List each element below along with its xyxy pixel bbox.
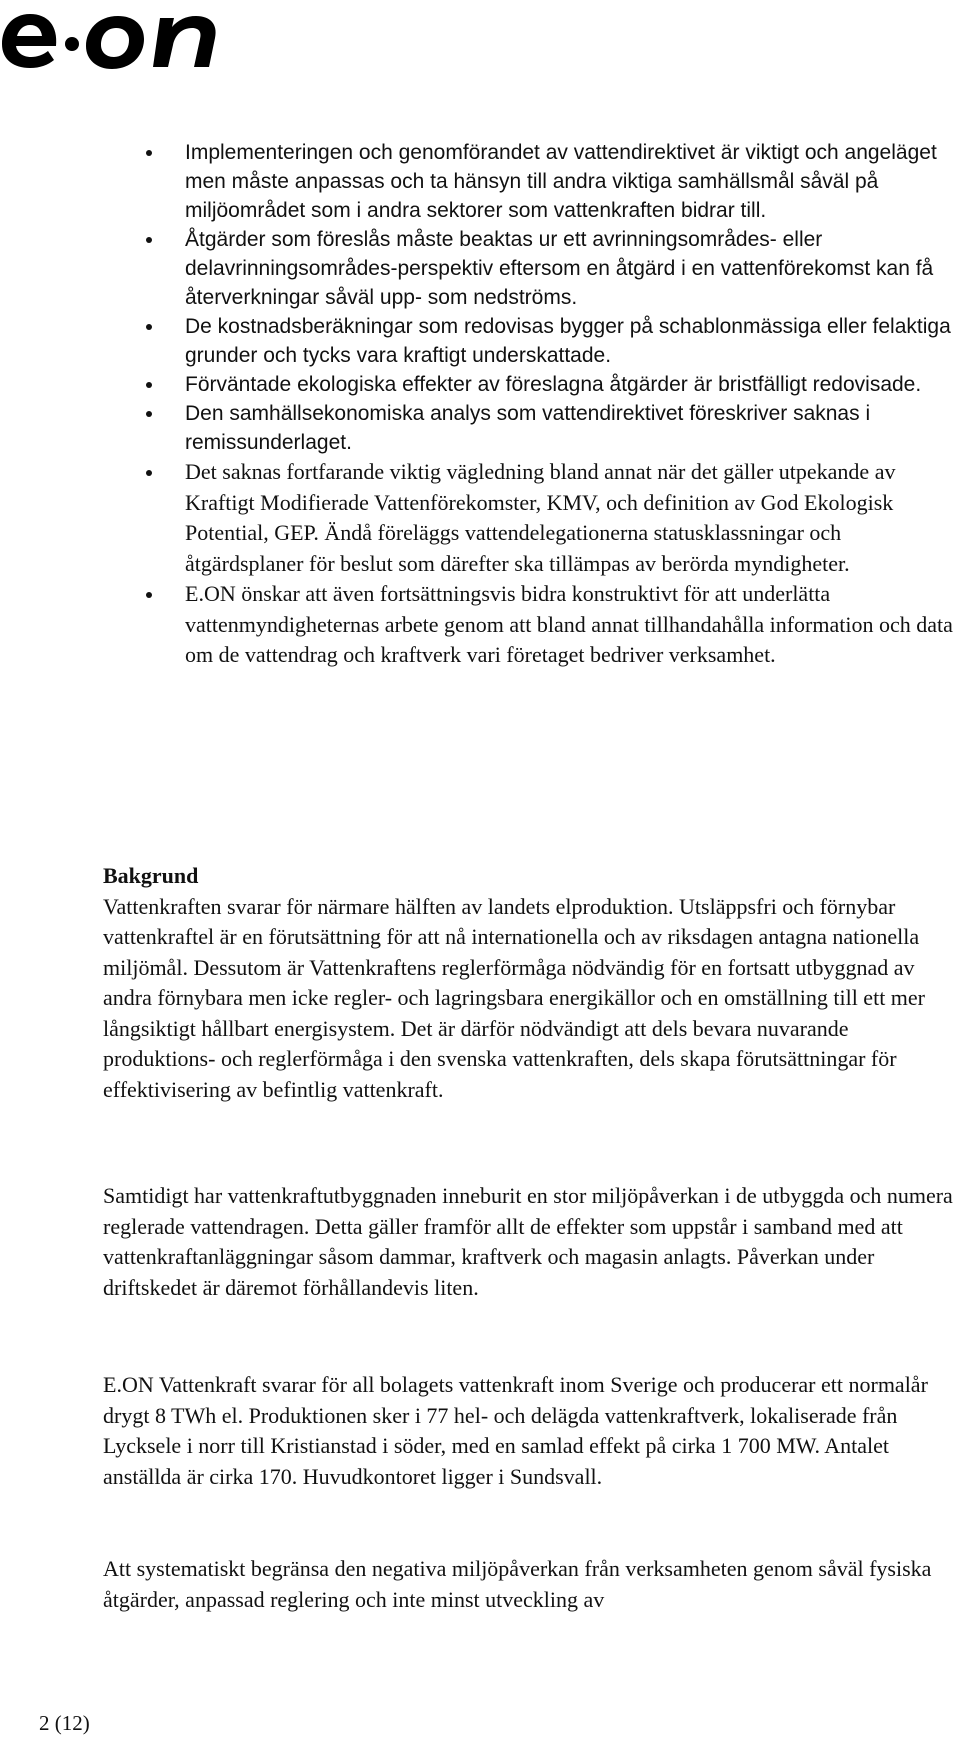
paragraph: E.ON Vattenkraft svarar för all bolagets vattenkraft inom Sverige och producerar ett normalår drygt 8 TWh el. Produktionen sker i 77 hel- och delägda vattenkraftverk, lokaliserade från Lycksele i norr till Kristianstad i söder, med en samlad effekt på cirka 1 700 MW. Antalet anställda är cirka 170. Huvudkontoret ligger i Sundsvall. bbox=[103, 1372, 928, 1489]
bullet-item: Det saknas fortfarande viktig vägledning bland annat när det gäller utpekande av Kraftigt Modifierade Vattenförekomster, KMV, och definition av God Ekologisk Potential, GEP. Ändå föreläggs vattendelegationerna statusklassningar och åtgärdsplaner för beslut som därefter ska tillämpas av berörda myndigheter. bbox=[138, 457, 958, 579]
summary-bullet-list bbox=[138, 138, 958, 671]
bullet-item: Den samhällsekonomiska analys som vattendirektivet föreskriver saknas i remissunderlaget. bbox=[138, 399, 958, 457]
bullet-item: Förväntade ekologiska effekter av föreslagna åtgärder är bristfälligt redovisade. bbox=[138, 370, 958, 399]
bullet-item: Åtgärder som föreslås måste beaktas ur ett avrinningsområdes- eller delavrinningsområdes-perspektiv eftersom en åtgärd i en vattenförekomst kan få återverkningar såväl upp- som nedströms. bbox=[138, 225, 958, 312]
page-number: 2 (12) bbox=[39, 1711, 90, 1735]
paragraph: Samtidigt har vattenkraftutbyggnaden inneburit en stor miljöpåverkan i de utbyggda och numera reglerade vattendragen. Detta gäller framför allt de effekter som uppstår i samband med att vattenkraftanläggningar såsom dammar, kraftverk och magasin anlagts. Påverkan under driftskedet är däremot förhållandevis liten. bbox=[103, 1183, 953, 1300]
eon-logo bbox=[0, 0, 250, 80]
bullet-item: De kostnadsberäkningar som redovisas bygger på schablonmässiga eller felaktiga grunder och tycks vara kraftigt underskattade. bbox=[138, 312, 958, 370]
section-heading: Bakgrund bbox=[103, 863, 199, 888]
bullet-item: E.ON önskar att även fortsättningsvis bidra konstruktivt för att underlätta vattenmyndigheternas arbete genom att bland annat tillhandahålla information och data om de vattendrag och kraftverk vari företaget bedriver verksamhet. bbox=[138, 579, 958, 671]
bullet-item: Implementeringen och genomförandet av vattendirektivet är viktigt och angeläget men måste anpassas och ta hänsyn till andra viktiga samhällsmål såväl på miljöområdet som i andra sektorer som vattenkraften bidrar till. bbox=[138, 138, 958, 225]
paragraph: Vattenkraften svarar för närmare hälften av landets elproduktion. Utsläppsfri och förnybar vattenkraftel är en förutsättning för att nå internationella och av riksdagen antagna nationella miljömål. Dessutom är Vattenkraftens reglerförmåga nödvändig för en fortsatt utbyggnad av andra förnybara men icke regler- och lagringsbara energikällor och en omställning till ett mer långsiktigt hållbart energisystem. Det är därför nödvändigt att dels bevara nuvarande produktions- och reglerförmåga i den svenska vattenkraften, dels skapa förutsättningar för effektivisering av befintlig vattenkraft. bbox=[103, 893, 926, 1102]
paragraph: Att systematiskt begränsa den negativa miljöpåverkan från verksamheten genom såväl fysiska åtgärder, anpassad reglering och inte minst utveckling av bbox=[103, 1556, 932, 1612]
section-bakgrund bbox=[103, 861, 960, 1105]
